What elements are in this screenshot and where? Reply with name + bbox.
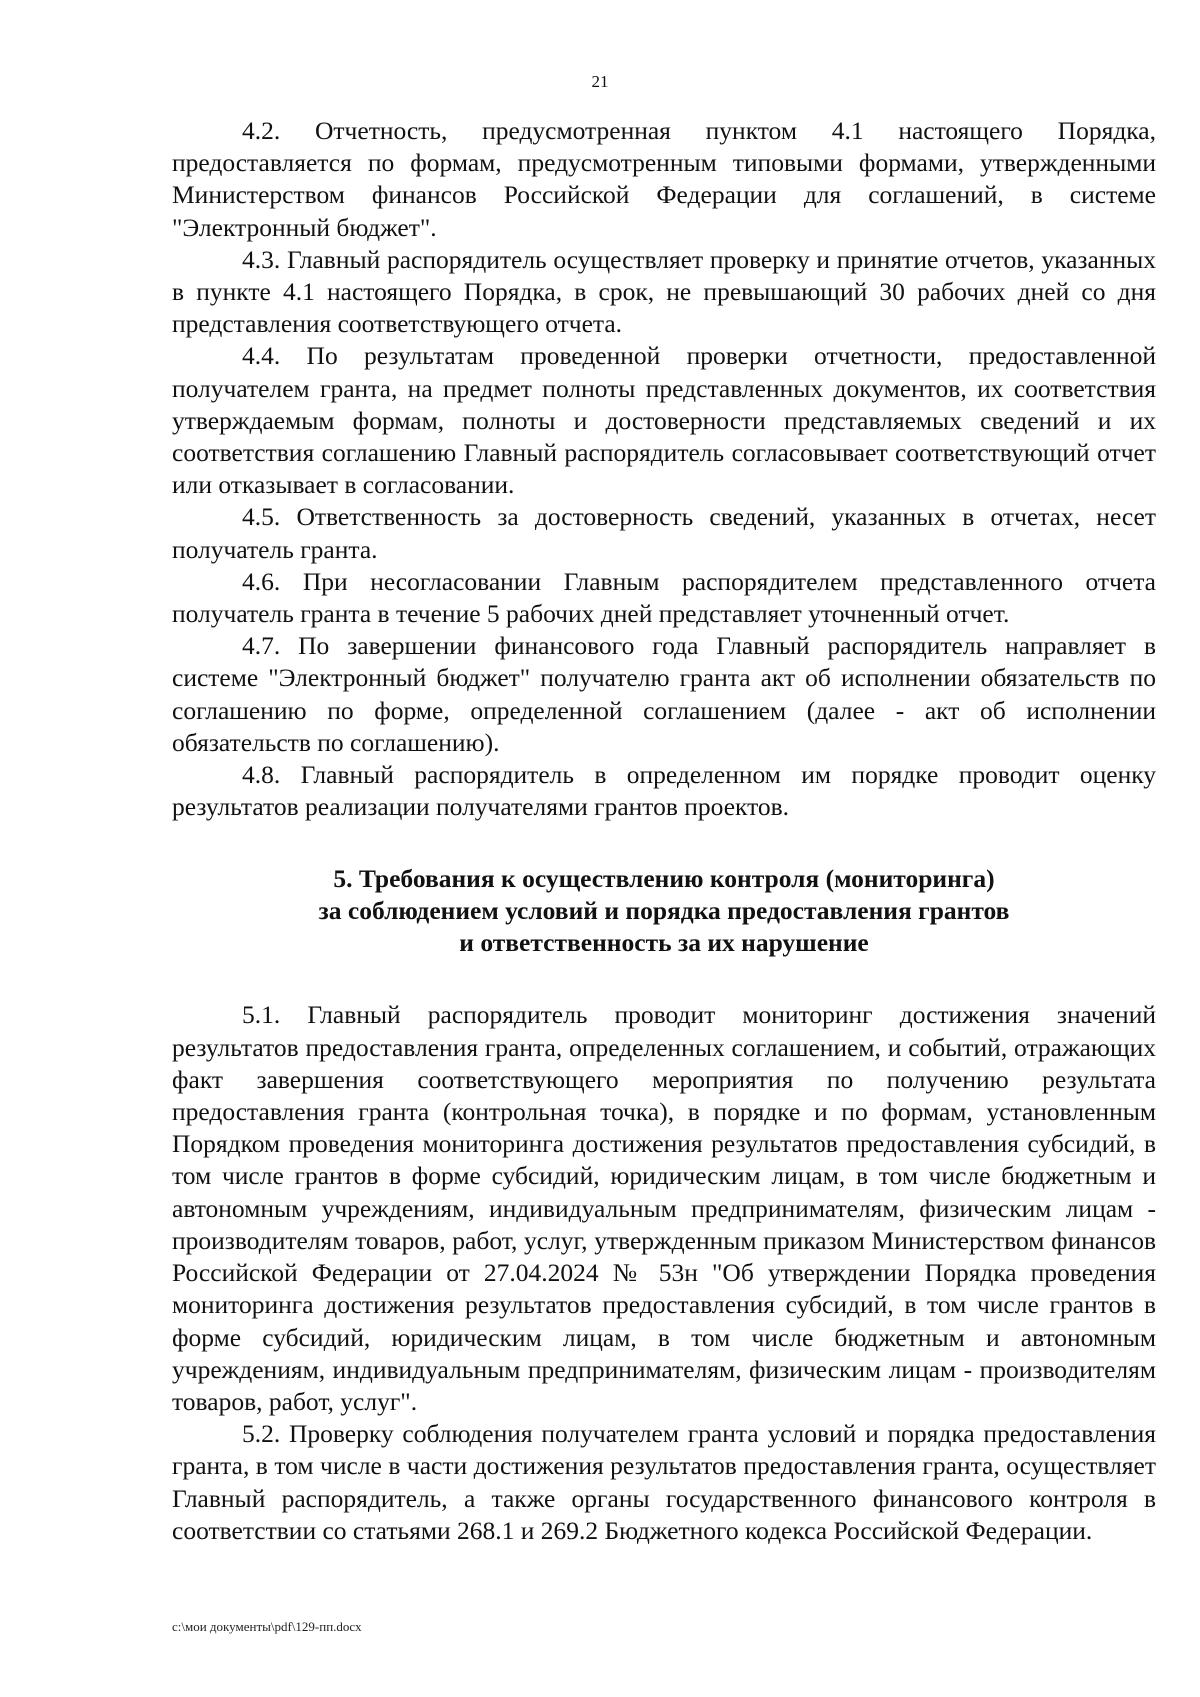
paragraph-4-5: 4.5. Ответственность за достоверность сведений, указанных в отчетах, несет получатель гранта. bbox=[172, 502, 1156, 564]
section-heading-line-1: 5. Требования к осуществлению контроля (мониторинга) bbox=[333, 864, 995, 894]
paragraph-4-8: 4.8. Главный распорядитель в определенном им порядке проводит оценку результатов реализации получателями грантов проектов. bbox=[172, 760, 1156, 822]
section-heading-line-2: за соблюдением условий и порядка предоставления грантов bbox=[318, 896, 1010, 926]
section-heading-line-3: и ответственность за их нарушение bbox=[459, 928, 869, 958]
paragraph-4-4: 4.4. По результатам проведенной проверки отчетности, предоставленной получателем гранта, на предмет полноты представленных документов, их соответствия утверждаемым формам, полноты и достоверности представляемых сведений и их соответствия соглашению Главный распорядитель согласовывает соответствующий отчет или отказывает в согласовании. bbox=[172, 341, 1156, 500]
paragraph-4-7: 4.7. По завершении финансового года Главный распорядитель направляет в системе "Электронный бюджет" получателю гранта акт об исполнении обязательств по соглашению по форме, определенной соглашением (далее - акт об исполнении обязательств по соглашению). bbox=[172, 631, 1156, 757]
paragraph-4-6: 4.6. При несогласовании Главным распорядителем представленного отчета получатель гранта в течение 5 рабочих дней представляет уточненный отчет. bbox=[172, 566, 1156, 629]
footer-file-path: c:\мои документы\pdf\129-пп.docx bbox=[172, 1619, 362, 1634]
page-number: 21 bbox=[591, 72, 609, 91]
document-body bbox=[172, 115, 1156, 1547]
paragraph-5-2: 5.2. Проверку соблюдения получателем гранта условий и порядка предоставления гранта, в том числе в части достижения результатов предоставления гранта, осуществляет Главный распорядитель, а также органы государственного финансового контроля в соответствии со статьями 268.1 и 269.2 Бюджетного кодекса Российской Федерации. bbox=[172, 1419, 1156, 1545]
paragraph-4-2: 4.2. Отчетность, предусмотренная пунктом 4.1 настоящего Порядка, предоставляется по формам, предусмотренным типовыми формами, утвержденными Министерством финансов Российской Федерации для соглашений, в системе "Электронный бюджет". bbox=[172, 116, 1156, 242]
section-5-heading bbox=[172, 863, 1156, 959]
paragraph-5-1: 5.1. Главный распорядитель проводит мониторинг достижения значений результатов предоставления гранта, определенных соглашением, и событий, отражающих факт завершения соответствующего мероприятия по получению результата предоставления гранта (контрольная точка), в порядке и по формам, установленным Порядком проведения мониторинга достижения результатов предоставления субсидий, в том числе грантов в форме субсидий, юридическим лицам, в том числе бюджетным и автономным учреждениям, индивидуальным предпринимателям, физическим лицам - производителям товаров, работ, услуг, утвержденным приказом Министерством финансов Российской Федерации от 27.04.2024 № 53н "Об утверждении Порядка проведения мониторинга достижения результатов предоставления субсидий, в том числе грантов в форме субсидий, юридическим лицам, в том числе бюджетным и автономным учреждениям, индивидуальным предпринимателям, физическим лицам - производителям товаров, работ, услуг". bbox=[172, 1000, 1156, 1416]
paragraph-4-3: 4.3. Главный распорядитель осуществляет проверку и принятие отчетов, указанных в пункте 4.1 настоящего Порядка, в срок, не превышающий 30 рабочих дней со дня представления соответствующего отчета. bbox=[172, 244, 1156, 339]
